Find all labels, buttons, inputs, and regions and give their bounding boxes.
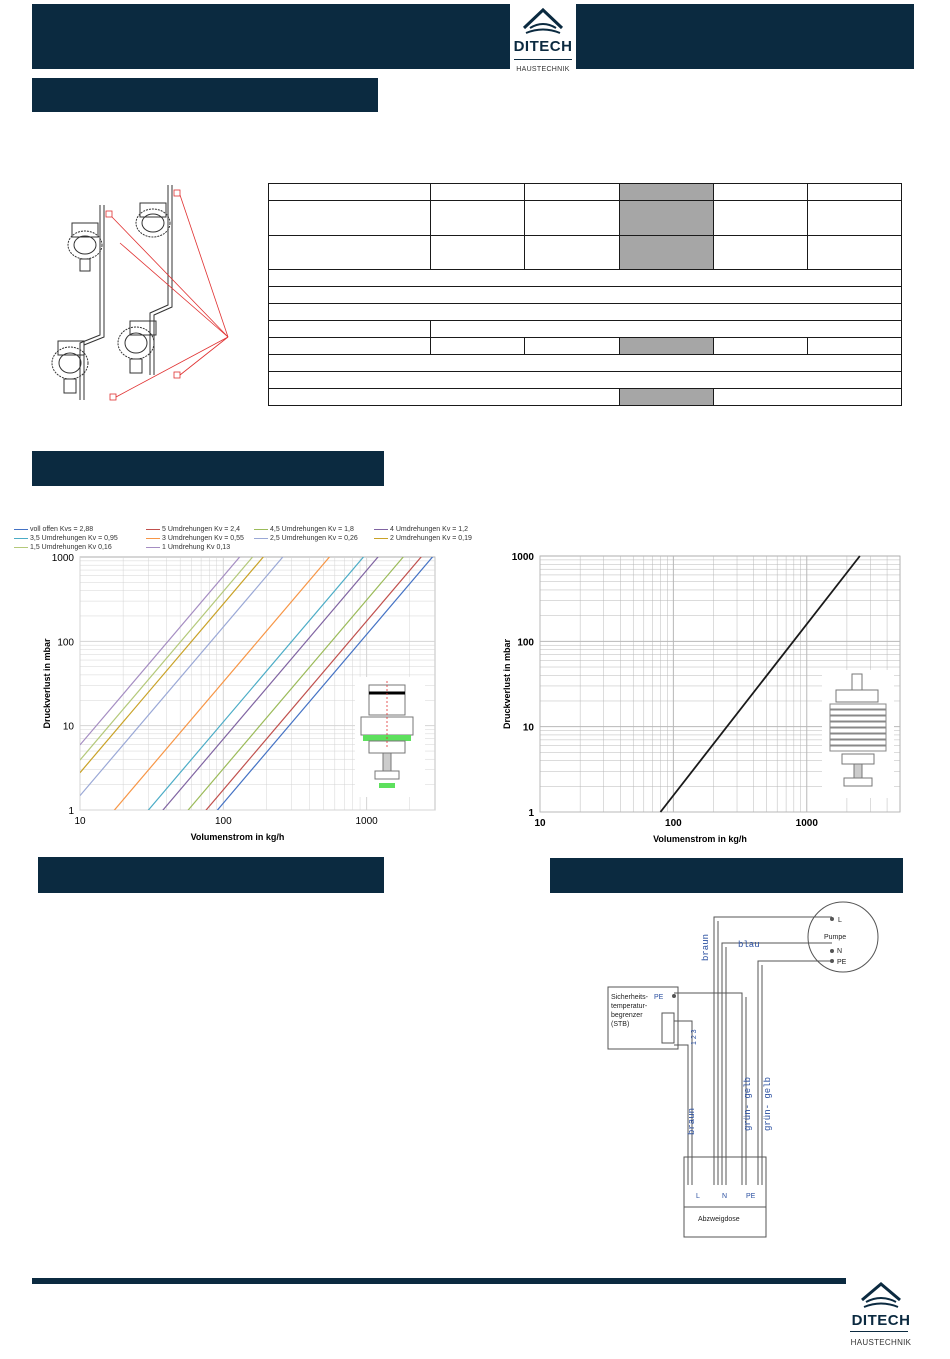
legend-item [146,535,244,542]
x-axis-label: Volumenstrom in kg/h [190,832,285,842]
pump-n-label: N [837,948,843,955]
y-tick-label: 10 [522,722,534,734]
legend-item [146,526,240,533]
stb-line-1: Sicherheits- [611,994,648,1001]
pump-pe-label: PE [837,959,847,966]
x-tick-label: 10 [74,816,86,827]
mounting-drawing [40,175,240,410]
fitting-bottom-left [52,341,88,393]
stb-line-2: temperatur- [611,1003,648,1010]
table-row [269,201,902,236]
house-logo-icon [510,2,576,42]
y-tick-label: 1000 [511,552,534,563]
table-row [269,304,902,321]
header-bar [32,4,914,69]
footer-logo-divider [850,1331,908,1332]
valve-insert-icon [355,677,425,797]
footer-bar [32,1278,852,1284]
fitting-top-right [136,203,170,237]
legend-swatch [146,529,160,530]
wire-blau: blau [738,940,760,950]
legend-item [146,544,230,551]
y-tick-label: 1 [528,808,534,819]
box-l-label: L [696,1193,700,1200]
legend-item [254,535,358,542]
footer-logo [846,1276,916,1356]
legend-swatch [146,547,160,548]
pump-label: Pumpe [824,934,847,941]
x-tick-label: 100 [665,818,682,829]
wire-gruen-gelb-1: grün- gelb [743,1076,753,1131]
logo-divider [514,59,572,60]
logo-name: DITECH [513,38,573,55]
section-bar-1 [32,78,378,112]
table-row [269,321,902,338]
fitting-top-left [68,223,102,271]
x-axis-label: Volumenstrom in kg/h [653,834,747,844]
stb-pe-label: PE [654,994,664,1001]
y-tick-label: 100 [57,637,74,649]
pump-l-label: L [838,917,842,924]
legend-swatch [14,538,28,539]
legend-label: 5 Umdrehungen Kv = 2,4 [162,526,241,533]
wiring-diagram [600,895,900,1245]
spec-table [268,183,902,406]
legend-swatch [14,529,28,530]
legend-label: voll offen Kvs = 2,88 [30,526,94,533]
legend-swatch [146,538,160,539]
y-tick-label: 100 [517,637,534,649]
y-tick-label: 1 [68,806,74,817]
wire-gruen-gelb-2: grün- gelb [763,1076,773,1131]
table-row [269,338,902,355]
legend-swatch [14,547,28,548]
legend-label: 2 Umdrehungen Kv = 0,19 [390,535,472,542]
table-row [269,184,902,201]
box-pe-label: PE [746,1193,756,1200]
legend-label: 4,5 Umdrehungen Kv = 1,8 [270,526,354,533]
legend-swatch [254,538,268,539]
x-tick-label: 10 [534,818,546,829]
stb-pins-label: 1 2 3 [691,1029,698,1045]
legend-swatch [374,538,388,539]
thermo-head-icon [822,670,894,798]
header-logo [510,0,576,76]
table-row [269,270,902,287]
legend-item [374,526,468,533]
section-bar-4 [550,858,903,893]
y-tick-label: 10 [62,721,74,733]
wire-braun-top: braun [701,933,711,961]
y-tick-label: 1000 [51,553,74,564]
table-row [269,287,902,304]
section-bar-2 [32,451,384,486]
wire-braun-bottom: braun [687,1107,697,1135]
legend-item [14,544,112,551]
table-row [269,236,902,270]
legend-label: 2,5 Umdrehungen Kv = 0,26 [270,535,358,542]
table-row [269,355,902,372]
legend-item [14,535,118,542]
legend-item [14,526,93,533]
stb-line-4: (STB) [611,1021,630,1028]
abzweigdose-label: Abzweigdose [698,1216,740,1223]
footer-logo-name: DITECH [851,1312,911,1329]
x-tick-label: 1000 [355,816,378,827]
legend-label: 1 Umdrehung Kv 0,13 [162,544,231,551]
stb-line-3: begrenzer [611,1012,643,1019]
x-tick-label: 100 [214,816,232,827]
footer-logo-subtitle: HAUSTECHNIK [850,1338,912,1347]
y-axis-label: Druckverlust in mbar [42,638,52,729]
chart2-pressure-loss [490,548,910,848]
table-row [269,372,902,389]
legend-label: 3 Umdrehungen Kv = 0,55 [162,535,244,542]
legend-swatch [374,529,388,530]
chart1-kv-lines [30,552,450,847]
legend-item [374,535,472,542]
house-logo-icon [846,1278,916,1312]
legend-label: 1,5 Umdrehungen Kv 0,16 [30,544,112,551]
legend-label: 3,5 Umdrehungen Kv = 0,95 [30,535,118,542]
legend-item [254,526,354,533]
legend-label: 4 Umdrehungen Kv = 1,2 [390,526,469,533]
box-n-label: N [722,1193,728,1200]
section-bar-3 [38,857,384,893]
x-tick-label: 1000 [795,818,818,829]
legend-swatch [254,529,268,530]
table-row [269,389,902,406]
logo-subtitle: HAUSTECHNIK [516,66,570,73]
y-axis-label: Druckverlust in mbar [502,638,512,730]
